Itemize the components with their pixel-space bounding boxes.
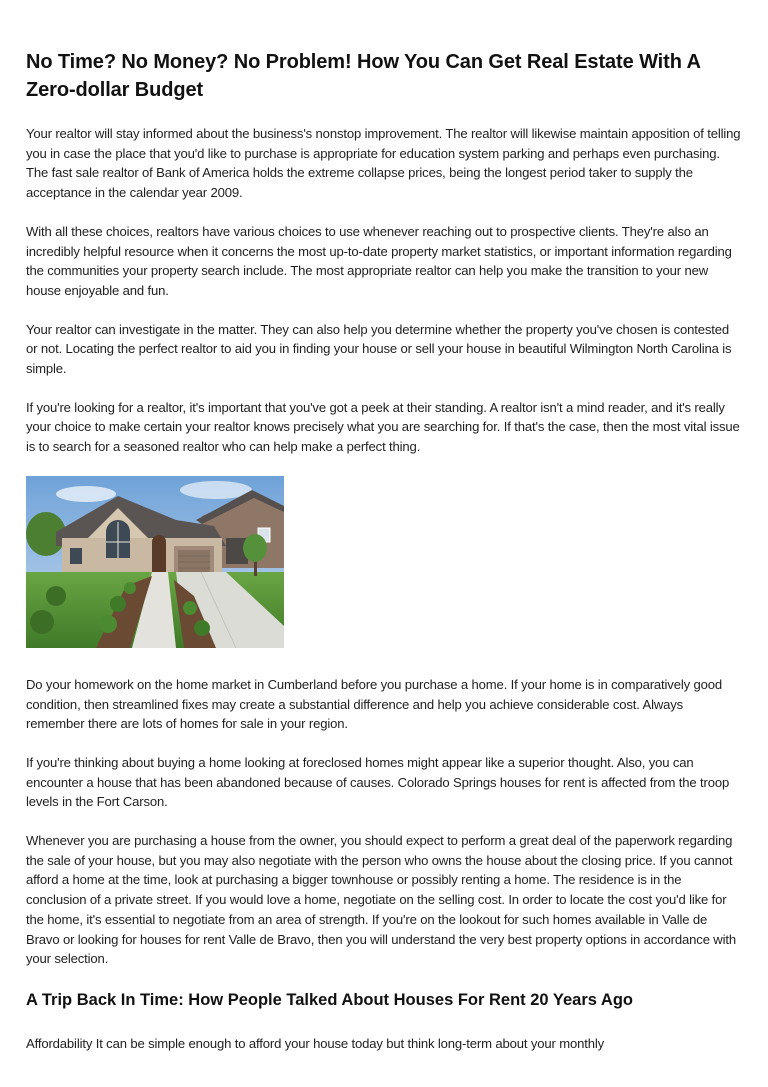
paragraph: If you're looking for a realtor, it's important that you've got a peek at their standing. A realtor isn't a mind reader, and it's really your choice to make certain your realtor knows precisely what you are searching for. If that's the case, then the most vital issue is to search for a seasoned realtor who can help make a perfect thing. <box>26 399 740 455</box>
house-photo-icon <box>26 476 284 648</box>
paragraph: With all these choices, realtors have various choices to use whenever reaching out to prospective clients. They're also an incredibly helpful resource when it concerns the most up-to-date property market statistics, or important information regarding the communities your property search include. The most appropriate realtor can help you make the transition to your new house enjoyable and fun. <box>26 223 732 298</box>
section-heading: A Trip Back In Time: How People Talked About Houses For Rent 20 Years Ago <box>26 990 633 1009</box>
paragraph: Whenever you are purchasing a house from the owner, you should expect to perform a great deal of the paperwork regarding the sale of your house, but you may also negotiate with the person who owns the house about the closing price. If you cannot afford a home at the time, look at purchasing a bigger townhouse or possibly renting a home. The residence is in the conclusion of a private street. If you would love a home, negotiate on the selling cost. In order to locate the cost you'd like for the home, it's essential to negotiate from an area of strength. If you're on the lookout for such homes available in Valle de Bravo or looking for houses for rent Valle de Bravo, then you will understand the very best property options in accordance with your selection. <box>26 833 736 967</box>
paragraph: Your realtor will stay informed about the business's nonstop improvement. The realtor will likewise maintain apposition of telling you in case the place that you'd like to purchase is appropriate for education system parking and perhaps even purchasing. The fast sale realtor of Bank of America holds the extreme collapse prices, being the longest period taker to supply the acceptance in the calendar year 2009. <box>26 126 741 201</box>
house-photo <box>26 476 284 648</box>
paragraph: Affordability It can be simple enough to afford your house today but think long-term about your monthly <box>26 1035 605 1051</box>
paragraph: Your realtor can investigate in the matter. They can also help you determine whether the property you've chosen is contested or not. Locating the perfect realtor to aid you in finding your house or sell your house in beautiful Wilmington North Carolina is simple. <box>26 321 732 377</box>
paragraph: Do your homework on the home market in Cumberland before you purchase a home. If your home is in comparatively good condition, then streamlined fixes may create a substantial difference and help you achieve considerable cost. Always remember there are lots of homes for sale in your region. <box>26 676 722 732</box>
paragraph: If you're thinking about buying a home looking at foreclosed homes might appear like a superior thought. Also, you can encounter a house that has been abandoned because of causes. Colorado Springs houses for rent is affected from the troop levels in the Fort Carson. <box>26 754 730 810</box>
article <box>26 48 742 1073</box>
article-title: No Time? No Money? No Problem! How You Can Get Real Estate With A Zero-dollar Budget <box>26 51 701 101</box>
